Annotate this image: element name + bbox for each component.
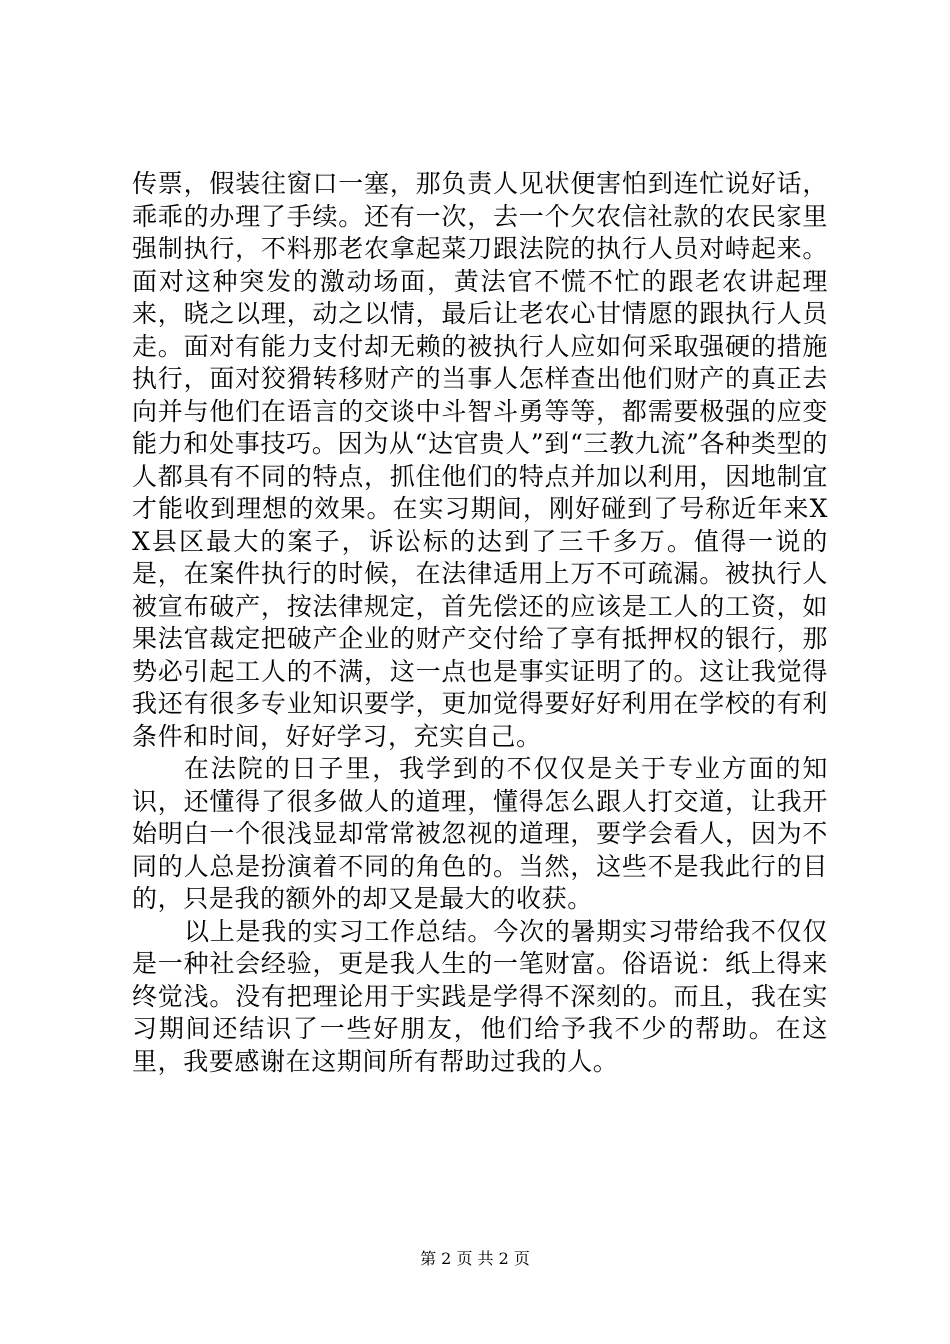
page-number-footer: 第 2 页 共 2 页 xyxy=(420,1249,530,1268)
paragraph-1: 传票，假装往窗口一塞，那负责人见状便害怕到连忙说好话，乖乖的办理了手续。还有一次，去一个欠农信社款的农民家里强制执行，不料那老农拿起菜刀跟法院的执行人员对峙起来。面对这种突发的激动场面，黄法官不慌不忙的跟老农讲起理来，晓之以理，动之以情，最后让老农心甘情愿的跟执行人员走。面对有能力支付却无赖的被执行人应如何采取强硬的措施执行，面对狡猾转移财产的当事人怎样查出他们财产的真正去向并与他们在语言的交谈中斗智斗勇等等，都需要极强的应变能力和处事技巧。因为从“达官贵人”到“三教九流”各种类型的人都具有不同的特点，抓住他们的特点并加以利用，因地制宜才能收到理想的效果。在实习期间，刚好碰到了号称近年来XX县区最大的案子，诉讼标的达到了三千多万。值得一说的是，在案件执行的时候，在法律适用上万不可疏漏。被执行人被宣布破产，按法律规定，首先偿还的应该是工人的工资，如果法官裁定把破产企业的财产交付给了享有抵押权的银行，那势必引起工人的不满，这一点也是事实证明了的。这让我觉得我还有很多专业知识要学，更加觉得要好好利用在学校的有利条件和时间，好好学习，充实自己。 xyxy=(132,169,828,751)
paragraph-2: 在法院的日子里，我学到的不仅仅是关于专业方面的知识，还懂得了很多做人的道理，懂得怎么跟人打交道，让我开始明白一个很浅显却常常被忽视的道理，要学会看人，因为不同的人总是扮演着不同的角色的。当然，这些不是我此行的目的，只是我的额外的却又是最大的收获。 xyxy=(132,754,828,913)
document-body xyxy=(132,168,828,1078)
paragraph-3: 以上是我的实习工作总结。今次的暑期实习带给我不仅仅是一种社会经验，更是我人生的一笔财富。俗语说：纸上得来终觉浅。没有把理论用于实践是学得不深刻的。而且，我在实习期间还结识了一些好朋友，他们给予我不少的帮助。在这里，我要感谢在这期间所有帮助过我的人。 xyxy=(132,916,828,1076)
